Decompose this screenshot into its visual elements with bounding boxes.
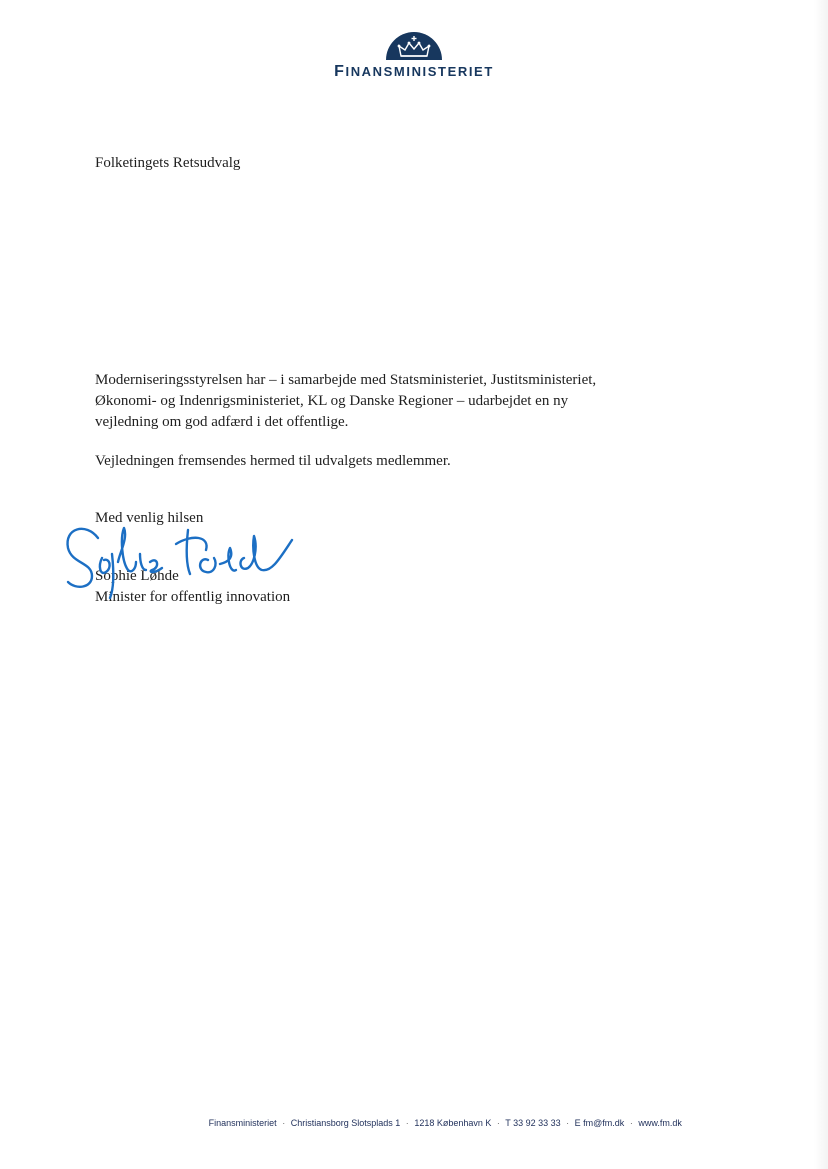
footer-separator: ·	[405, 1118, 409, 1128]
body-paragraph: Vejledningen fremsendes hermed til udvalgets medlemmer.	[95, 453, 451, 469]
greeting: Med venlig hilsen	[95, 510, 204, 526]
signer-name: Sophie Løhde	[95, 568, 179, 584]
ministry-logo	[300, 30, 528, 81]
signer-title: Minister for offentlig innovation	[95, 589, 291, 605]
footer-email: E fm@fm.dk	[574, 1118, 625, 1128]
footer-separator: ·	[566, 1118, 570, 1128]
footer-separator: ·	[629, 1118, 633, 1128]
body-paragraph: Moderniseringsstyrelsen har – i samarbejde med Statsministeriet, Justitsministeriet, Økonomi- og Indenrigsministeriet, KL og Danske Regioner – udarbejdet en ny vejledning om god adfærd i det offentlige.	[95, 372, 597, 430]
letterhead-footer	[0, 1118, 828, 1128]
footer-separator: ·	[282, 1118, 286, 1128]
logo-wordmark: FINANSMINISTERIET	[334, 63, 494, 80]
footer-phone: T 33 92 33 33	[505, 1118, 561, 1128]
letter-body	[95, 370, 635, 490]
footer-address: Christiansborg Slotsplads 1	[290, 1118, 401, 1128]
footer-web: www.fm.dk	[638, 1118, 682, 1128]
footer-separator: ·	[496, 1118, 500, 1128]
footer-city: 1218 København K	[414, 1118, 492, 1128]
page-edge-shadow	[814, 0, 828, 1169]
footer-org: Finansministeriet	[208, 1118, 277, 1128]
recipient: Folketingets Retsudvalg	[95, 155, 241, 171]
crown-icon	[384, 30, 444, 60]
handwritten-signature	[58, 518, 298, 608]
